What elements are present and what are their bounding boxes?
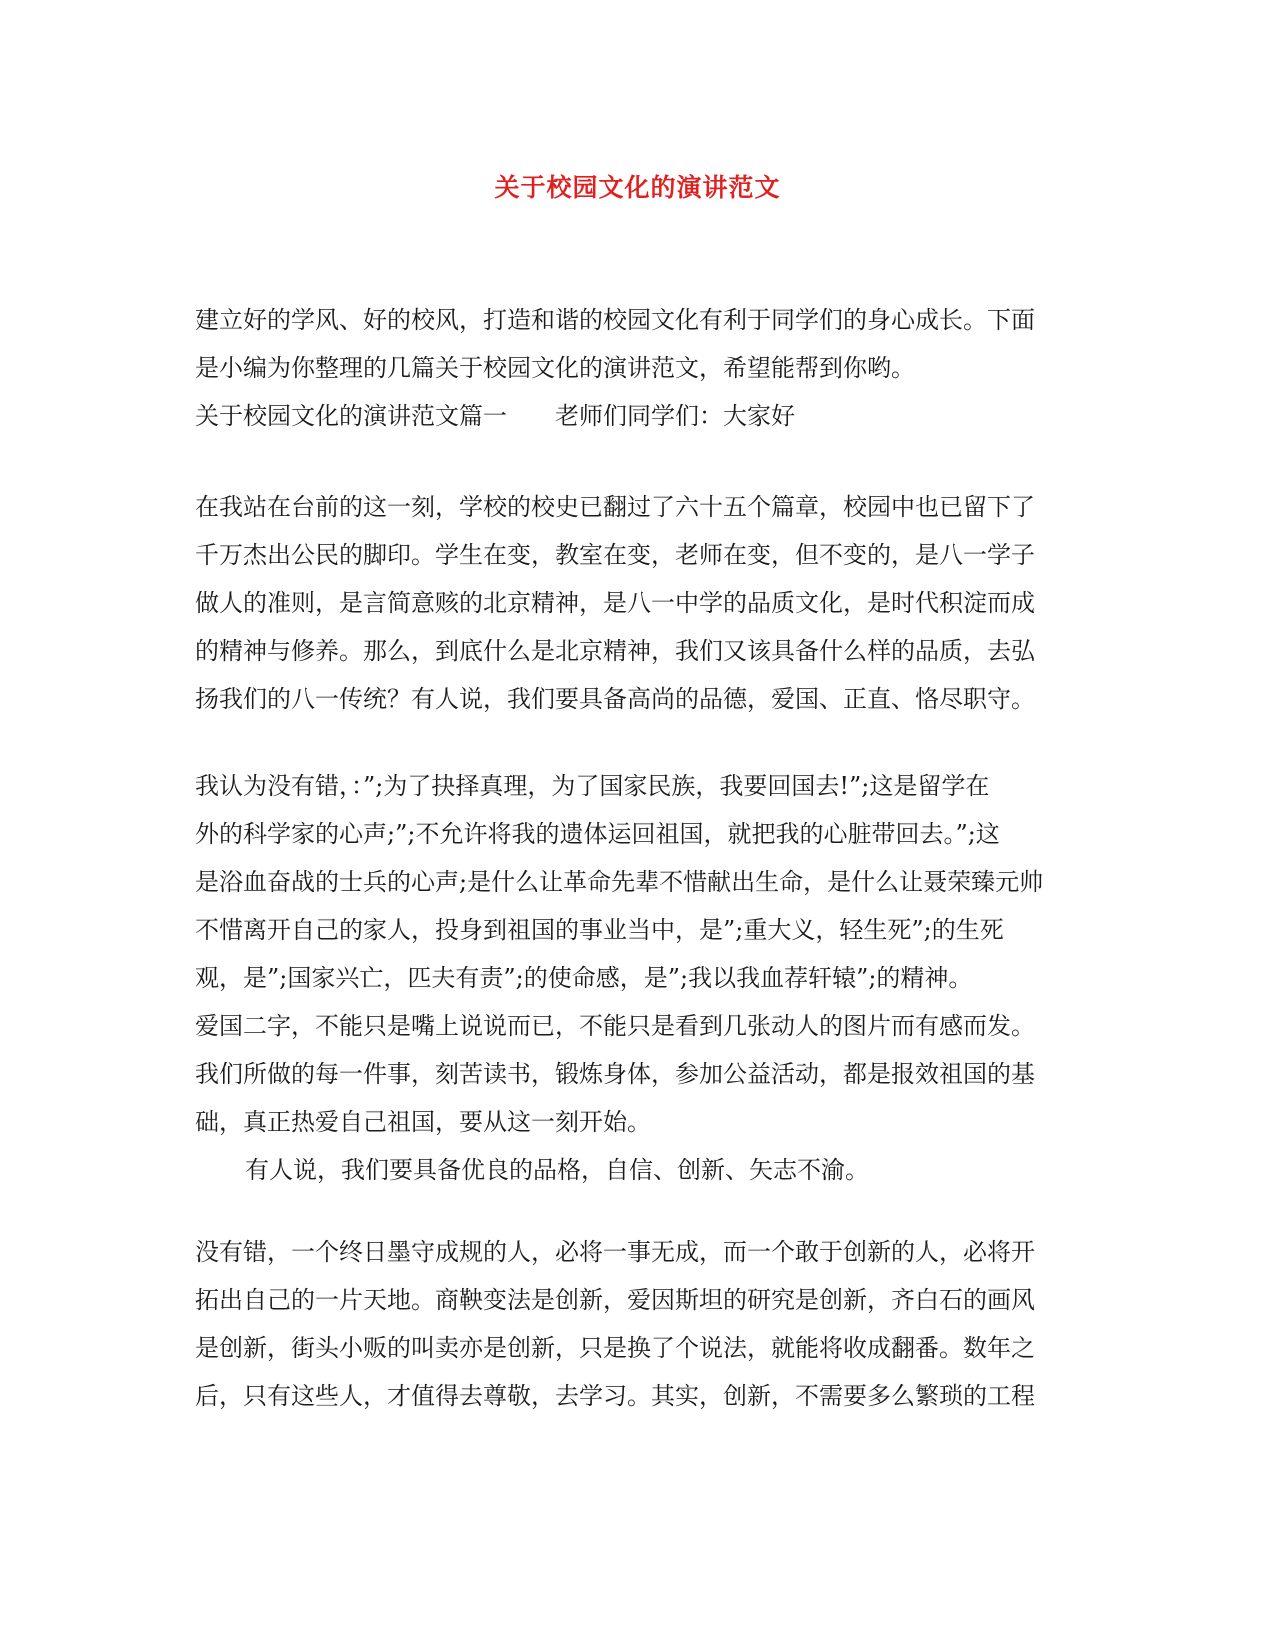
paragraph-line: 在我站在台前的这一刻，学校的校史已翻过了六十五个篇章，校园中也已留下了 (195, 493, 1035, 521)
paragraph-1 (195, 483, 1085, 723)
paragraph-line: 拓出自己的一片天地。商鞅变法是创新，爱因斯坦的研究是创新，齐白石的画风 (195, 1286, 1035, 1314)
intro-block (195, 296, 1085, 440)
intro-line: 是小编为你整理的几篇关于校园文化的演讲范文，希望能帮到你哟。 (195, 354, 915, 382)
paragraph-indented-line: 有人说，我们要具备优良的品格，自信、创新、矢志不渝。 (245, 1156, 869, 1184)
document-title: 关于校园文化的演讲范文 (494, 173, 781, 202)
section-heading-title: 关于校园文化的演讲范文篇一 (195, 402, 507, 430)
paragraph-3 (195, 1228, 1085, 1420)
paragraph-line: 千万杰出公民的脚印。学生在变，教室在变，老师在变，但不变的，是八一学子 (195, 541, 1035, 569)
paragraph-line: 我们所做的每一件事，刻苦读书，锻炼身体，参加公益活动，都是报效祖国的基 (195, 1060, 1035, 1088)
paragraph-line: 是浴血奋战的士兵的心声;是什么让革命先辈不惜献出生命，是什么让聂荣臻元帅 (195, 868, 1044, 896)
paragraph-line: 我认为没有错，：”;为了抉择真理，为了国家民族，我要回国去!”;这是留学在 (195, 772, 990, 800)
paragraph-line: 后，只有这些人，才值得去尊敬，去学习。其实，创新，不需要多么繁琐的工程 (195, 1382, 1035, 1410)
paragraph-line: 扬我们的八一传统？有人说，我们要具备高尚的品德，爱国、正直、恪尽职守。 (195, 685, 1035, 713)
paragraph-line: 观，是”;国家兴亡，匹夫有责”;的使命感，是”;我以我血荐轩辕”;的精神。 (195, 964, 973, 992)
paragraph-line: 是创新，街头小贩的叫卖亦是创新，只是换了个说法，就能将收成翻番。数年之 (195, 1334, 1035, 1362)
paragraph-line: 爱国二字，不能只是嘴上说说而已，不能只是看到几张动人的图片而有感而发。 (195, 1012, 1035, 1040)
greeting: 老师们同学们：大家好 (555, 402, 795, 430)
paragraph-line: 础，真正热爱自己祖国，要从这一刻开始。 (195, 1108, 651, 1136)
paragraph-line: 的精神与修养。那么，到底什么是北京精神，我们又该具备什么样的品质，去弘 (195, 637, 1035, 665)
paragraph-2 (195, 762, 1085, 1194)
paragraph-line: 做人的准则，是言简意赅的北京精神，是八一中学的品质文化，是时代积淀而成 (195, 589, 1035, 617)
paragraph-line: 外的科学家的心声;”;不允许将我的遗体运回祖国，就把我的心脏带回去。”;这 (195, 820, 1000, 848)
paragraph-line: 不惜离开自己的家人，投身到祖国的事业当中，是”;重大义，轻生死”;的生死 (195, 916, 1004, 944)
paragraph-line: 没有错，一个终日墨守成规的人，必将一事无成，而一个敢于创新的人，必将开 (195, 1238, 1035, 1266)
intro-line: 建立好的学风、好的校风，打造和谐的校园文化有利于同学们的身心成长。下面 (195, 306, 1035, 334)
section-heading (195, 392, 1085, 440)
